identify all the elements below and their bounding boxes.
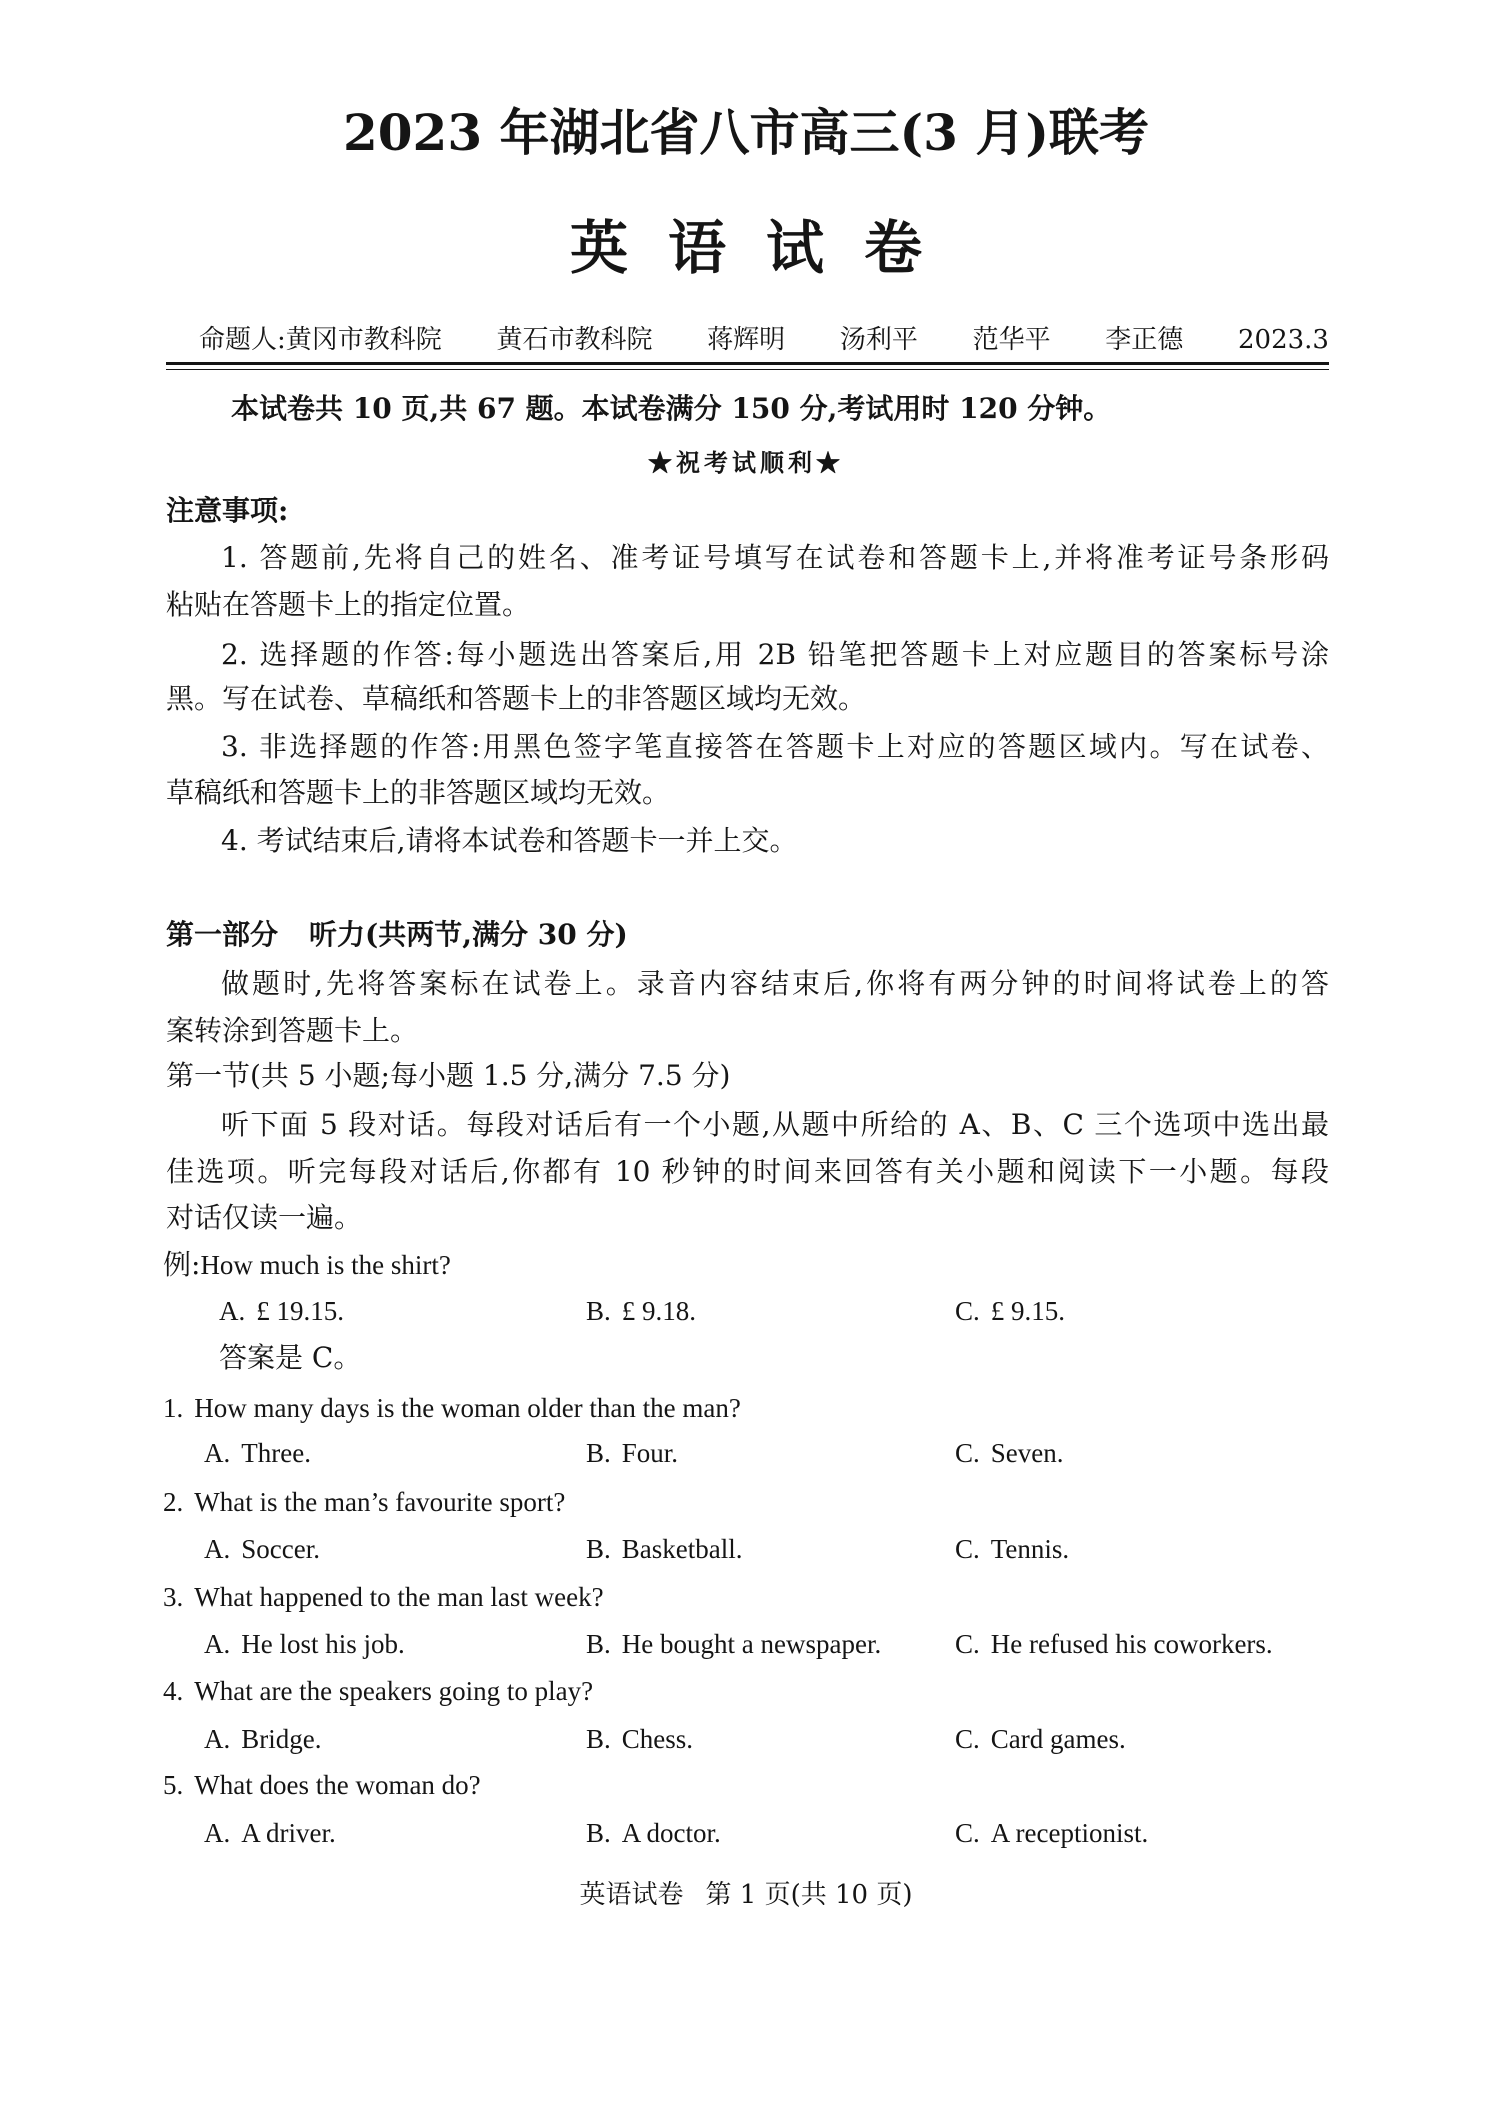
option-text: Card games. — [990, 1724, 1126, 1754]
question-text: What are the speakers going to play? — [194, 1676, 594, 1706]
section1-directions-line-3: 对话仅读一遍。 — [166, 1201, 363, 1234]
option-text: £ 9.18. — [621, 1296, 697, 1326]
notice-3-line-2: 草稿纸和答题卡上的非答题区域均无效。 — [166, 776, 671, 809]
option-label: A. — [219, 1296, 246, 1326]
question-3-options — [0, 1622, 1492, 1666]
option-a — [204, 1622, 405, 1666]
option-a — [204, 1811, 336, 1855]
header-divider — [166, 362, 1329, 370]
option-c — [955, 1527, 1069, 1571]
option-label: A. — [204, 1724, 231, 1754]
question-number: 3. — [163, 1582, 184, 1612]
option-text: Tennis. — [990, 1534, 1070, 1564]
question-text: What happened to the man last week? — [194, 1582, 604, 1612]
question-text: How many days is the woman older than the man? — [194, 1393, 741, 1423]
option-a — [204, 1717, 322, 1761]
notice-2-line-2: 黑。写在试卷、草稿纸和答题卡上的非答题区域均无效。 — [166, 682, 867, 715]
authors-label: 命题人: — [199, 325, 286, 355]
example-label: 例: — [163, 1248, 201, 1281]
option-label: C. — [955, 1629, 980, 1659]
notice-4-line-1: 4. 考试结束后,请将本试卷和答题卡一并上交。 — [221, 824, 798, 857]
question-2-options — [0, 1527, 1492, 1571]
section1-directions-line-1: 听下面 5 段对话。每段对话后有一个小题,从题中所给的 A、B、C 三个选项中选出最 — [221, 1108, 1329, 1141]
notice-3-line-1: 3. 非选择题的作答:用黑色签字笔直接答在答题卡上对应的答题区域内。写在试卷、 — [221, 730, 1329, 763]
option-text: Chess. — [621, 1724, 694, 1754]
notice-1-line-2: 粘贴在答题卡上的指定位置。 — [166, 588, 531, 621]
option-label: B. — [586, 1629, 611, 1659]
good-luck-line: ★祝考试顺利★ — [648, 448, 844, 477]
author-item: 黄冈市教科院 — [285, 325, 442, 355]
question-3 — [163, 1575, 604, 1619]
option-label: A. — [204, 1629, 231, 1659]
section1-directions-line-2: 佳选项。听完每段对话后,你都有 10 秒钟的时间来回答有关小题和阅读下一小题。每段 — [166, 1155, 1329, 1188]
author-item: 李正德 — [1105, 325, 1184, 355]
example-answer: 答案是 C。 — [219, 1341, 362, 1374]
option-label: C. — [955, 1534, 980, 1564]
exam-info: 本试卷共 10 页,共 67 题。本试卷满分 150 分,考试用时 120 分钟。 — [231, 392, 1112, 425]
section1-title: 第一节(共 5 小题;每小题 1.5 分,满分 7.5 分) — [166, 1059, 731, 1092]
option-text: Basketball. — [621, 1534, 743, 1564]
option-b — [586, 1527, 743, 1571]
option-a — [204, 1431, 311, 1475]
option-text: He lost his job. — [241, 1629, 405, 1659]
option-text: A doctor. — [621, 1818, 721, 1848]
question-4 — [163, 1669, 593, 1713]
author-item: 范华平 — [972, 325, 1051, 355]
part1-intro-line-2: 案转涂到答题卡上。 — [166, 1014, 419, 1047]
option-text: Seven. — [990, 1438, 1064, 1468]
option-label: C. — [955, 1724, 980, 1754]
option-c — [955, 1622, 1273, 1666]
option-label: B. — [586, 1534, 611, 1564]
notice-2-line-1: 2. 选择题的作答:每小题选出答案后,用 2B 铅笔把答题卡上对应题目的答案标号涂 — [221, 638, 1329, 671]
question-text: What is the man’s favourite sport? — [194, 1487, 566, 1517]
question-4-options — [0, 1717, 1492, 1761]
notices-heading: 注意事项: — [166, 494, 289, 527]
exam-subtitle: 英语试卷 — [569, 214, 962, 282]
question-5-options — [0, 1811, 1492, 1855]
exam-date: 2023.3 — [1237, 325, 1329, 355]
example-options — [0, 1289, 1492, 1333]
question-1 — [163, 1386, 741, 1430]
example-question — [163, 1243, 451, 1287]
part1-heading — [166, 913, 628, 957]
option-text: £ 9.15. — [990, 1296, 1066, 1326]
option-c — [955, 1811, 1148, 1855]
part1-title: 听力(共两节,满分 30 分) — [309, 918, 628, 951]
option-label: B. — [586, 1818, 611, 1848]
footer-subject: 英语试卷 — [579, 1880, 684, 1910]
question-number: 5. — [163, 1770, 184, 1800]
author-item: 汤利平 — [839, 325, 918, 355]
example-question-text: How much is the shirt? — [200, 1250, 451, 1280]
exam-title: 2023 年湖北省八市高三(3 月)联考 — [342, 103, 1150, 162]
option-label: C. — [955, 1438, 980, 1468]
option-text: Four. — [621, 1438, 679, 1468]
question-text: What does the woman do? — [194, 1770, 481, 1800]
option-b — [586, 1431, 678, 1475]
option-c — [955, 1289, 1065, 1333]
option-text: Three. — [241, 1438, 311, 1468]
option-label: B. — [586, 1438, 611, 1468]
page-footer — [0, 1873, 1492, 1917]
option-label: A. — [204, 1438, 231, 1468]
option-label: B. — [586, 1724, 611, 1754]
option-text: A driver. — [241, 1818, 336, 1848]
part1-intro-line-1: 做题时,先将答案标在试卷上。录音内容结束后,你将有两分钟的时间将试卷上的答 — [221, 967, 1329, 1000]
question-number: 4. — [163, 1676, 184, 1706]
question-number: 1. — [163, 1393, 184, 1423]
option-b — [586, 1622, 881, 1666]
notice-1-line-1: 1. 答题前,先将自己的姓名、准考证号填写在试卷和答题卡上,并将准考证号条形码 — [221, 541, 1329, 574]
option-text: Bridge. — [241, 1724, 322, 1754]
option-text: Soccer. — [241, 1534, 320, 1564]
option-c — [955, 1717, 1126, 1761]
question-number: 2. — [163, 1487, 184, 1517]
option-text: £ 19.15. — [256, 1296, 344, 1326]
option-c — [955, 1431, 1064, 1475]
option-text: He bought a newspaper. — [621, 1629, 882, 1659]
option-label: B. — [586, 1296, 611, 1326]
part1-label: 第一部分 — [166, 918, 279, 951]
option-label: C. — [955, 1296, 980, 1326]
question-1-options — [0, 1431, 1492, 1475]
option-a — [219, 1289, 344, 1333]
authors-line — [199, 318, 1329, 362]
option-b — [586, 1717, 693, 1761]
question-5 — [163, 1763, 481, 1807]
option-label: C. — [955, 1818, 980, 1848]
option-label: A. — [204, 1818, 231, 1848]
option-label: A. — [204, 1534, 231, 1564]
option-a — [204, 1527, 320, 1571]
option-text: A receptionist. — [990, 1818, 1149, 1848]
footer-page-number: 第 1 页(共 10 页) — [705, 1880, 913, 1910]
author-item: 黄石市教科院 — [496, 325, 653, 355]
question-2 — [163, 1480, 565, 1524]
option-b — [586, 1289, 696, 1333]
author-item: 蒋辉明 — [707, 325, 786, 355]
option-text: He refused his coworkers. — [990, 1629, 1273, 1659]
author-group-first — [199, 318, 442, 362]
option-b — [586, 1811, 721, 1855]
